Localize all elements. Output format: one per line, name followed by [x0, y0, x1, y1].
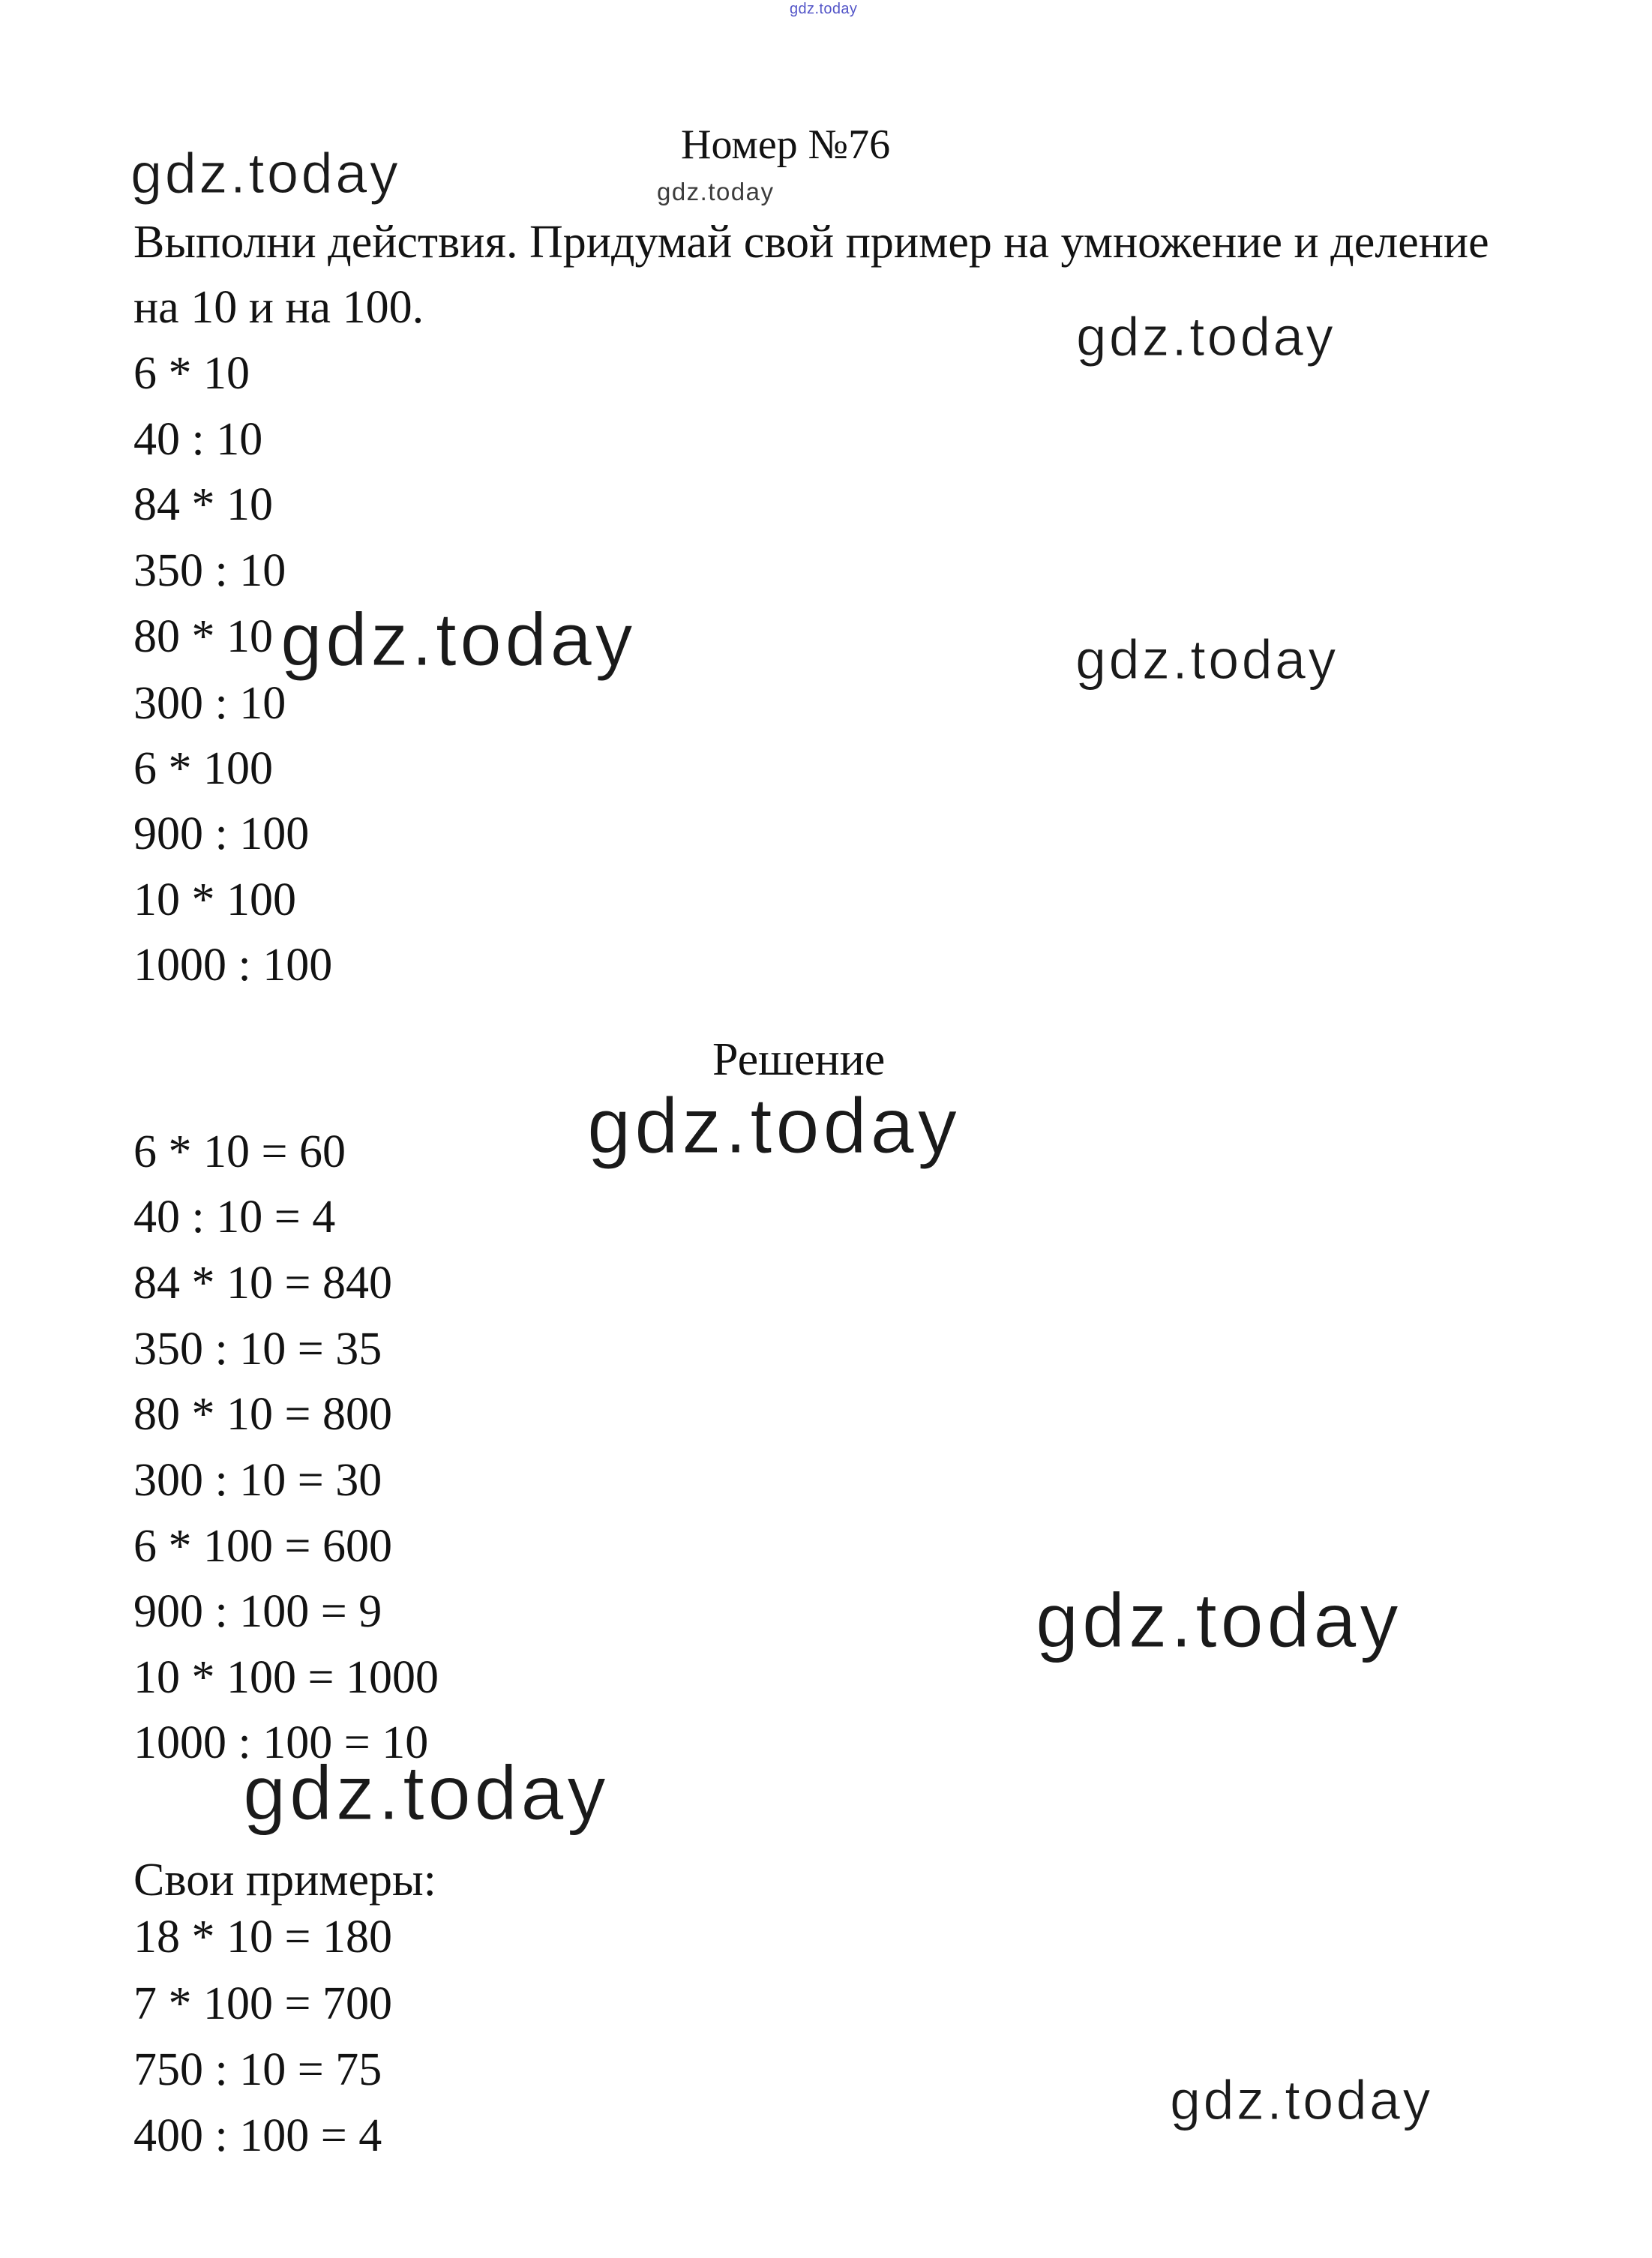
- solution-item: 10 * 100 = 1000: [133, 1652, 439, 1703]
- solution-item: 80 * 10 = 800: [133, 1389, 392, 1440]
- problem-item: 900 : 100: [133, 808, 310, 859]
- watermark-gdz-today: gdz.today: [657, 178, 775, 205]
- problem-item: 10 * 100: [133, 874, 296, 925]
- problem-item: 80 * 10: [133, 611, 273, 662]
- own-example-item: 7 * 100 = 700: [133, 1978, 392, 2029]
- problem-item: 40 : 10: [133, 414, 263, 465]
- solution-item: 300 : 10 = 30: [133, 1455, 382, 1506]
- own-example-item: 750 : 10 = 75: [133, 2044, 382, 2095]
- watermark-gdz-today: gdz.today: [587, 1082, 961, 1170]
- watermark-gdz-today: gdz.today: [1170, 2069, 1433, 2131]
- solution-item: 40 : 10 = 4: [133, 1192, 336, 1243]
- watermark-gdz-today: gdz.today: [280, 598, 637, 682]
- watermark-gdz-today: gdz.today: [1076, 307, 1336, 367]
- problem-item: 350 : 10: [133, 545, 286, 596]
- solution-item: 900 : 100 = 9: [133, 1586, 382, 1637]
- own-example-item: 18 * 10 = 180: [133, 1912, 392, 1963]
- task-text-line-2: на 10 и на 100.: [133, 282, 424, 333]
- watermark-gdz-today: gdz.today: [1036, 1577, 1402, 1663]
- own-examples-heading: Свои примеры:: [133, 1855, 436, 1906]
- watermark-gdz-today: gdz.today: [790, 1, 858, 17]
- problem-item: 1000 : 100: [133, 940, 333, 991]
- solution-item: 6 * 100 = 600: [133, 1521, 392, 1572]
- solution-item: 350 : 10 = 35: [133, 1324, 382, 1375]
- solution-item: 84 * 10 = 840: [133, 1258, 392, 1309]
- task-text-line-1: Выполни действия. Придумай свой пример на умножение и деление: [133, 217, 1489, 268]
- solution-item: 6 * 10 = 60: [133, 1126, 346, 1177]
- watermark-gdz-today: gdz.today: [243, 1750, 610, 1836]
- problem-item: 84 * 10: [133, 479, 273, 530]
- problem-item: 300 : 10: [133, 678, 286, 729]
- own-example-item: 400 : 100 = 4: [133, 2110, 382, 2161]
- watermark-gdz-today: gdz.today: [130, 142, 401, 205]
- solution-heading: Решение: [712, 1034, 886, 1085]
- problem-item: 6 * 100: [133, 743, 273, 794]
- watermark-gdz-today: gdz.today: [1075, 628, 1339, 691]
- problem-item: 6 * 10: [133, 348, 250, 399]
- solution-item: 1000 : 100 = 10: [133, 1717, 429, 1768]
- page-title: Номер №76: [681, 121, 891, 168]
